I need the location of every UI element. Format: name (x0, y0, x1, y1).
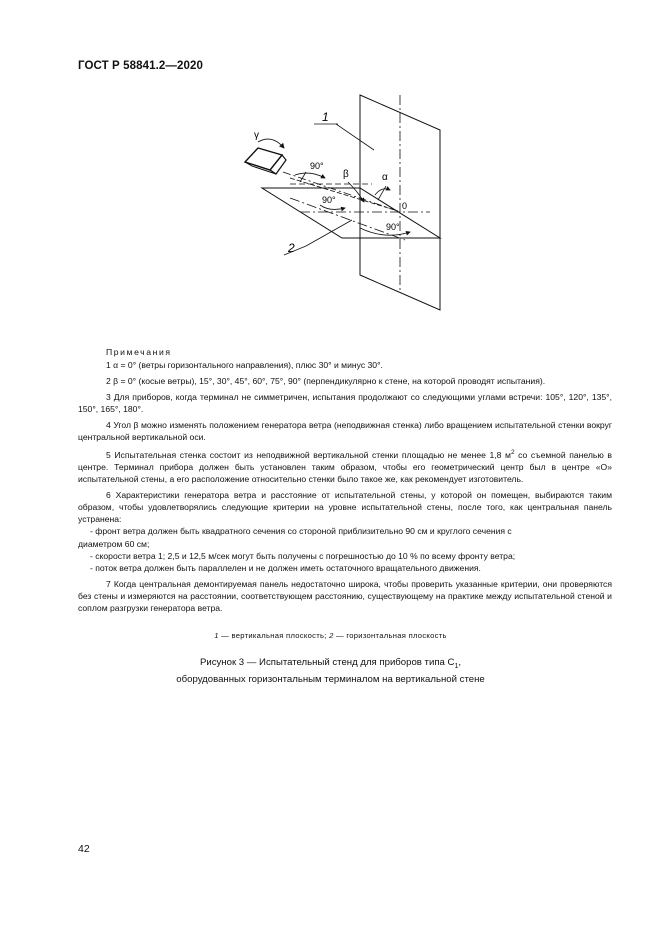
note-5 (78, 447, 612, 485)
note-2: 2 β = 0° (косые ветры), 15°, 30°, 45°, 60°, 75°, 90° (перпендикулярно к стене, на которой проводят испытания). (106, 376, 546, 386)
legend-number-2: 2 (329, 631, 334, 640)
note-3: 3 Для приборов, когда терминал не симметричен, испытания продолжают со следующими углами встречи: 105°, 120°, 135°, 150°, 165°, 180°. (78, 391, 612, 414)
figure-caption (0, 656, 661, 686)
label-plane-2: 2 (288, 241, 295, 255)
test-stand-figure (0, 80, 661, 350)
label-origin: 0 (402, 201, 408, 211)
label-angle-bottom: 90° (386, 222, 400, 232)
figure-legend (0, 631, 661, 640)
note-1: 1 α = 0° (ветры горизонтального направления), плюс 30° и минус 30°. (106, 360, 383, 371)
notes-block (78, 346, 612, 618)
label-plane-1: 1 (322, 110, 329, 124)
caption-line-1 (0, 656, 661, 673)
legend-text-1: — вертикальная плоскость; (218, 631, 330, 640)
note-6-dash-2: - скорости ветра 1; 2,5 и 12,5 м/сек могут быть получены с погрешностью до 10 % по всему фронту ветра; (90, 550, 516, 561)
angle-arc-bottom (360, 228, 410, 235)
document-header: ГОСТ Р 58841.2—2020 (78, 60, 203, 72)
wind-generator (245, 148, 286, 174)
caption-line-1-b: , (458, 657, 462, 668)
diagonal-axis (290, 198, 408, 240)
legend-number-1: 1 (214, 631, 219, 640)
label-angle-top: 90° (310, 161, 324, 171)
note-4: 4 Угол β можно изменять положением генератора ветра (неподвижная стенка) либо вращением испытательной стенки вокруг центральной вертикальной оси. (78, 419, 612, 442)
caption-sub: 1 (454, 662, 459, 670)
gamma-arc (258, 139, 284, 148)
caption-line-1-a: Рисунок 3 — Испытательный стенд для приборов типа C (199, 657, 455, 668)
note-6-dash-1: - фронт ветра должен быть квадратного сечения со стороной приблизительно 90 см и круглого сечения с (90, 526, 512, 537)
notes-title: Примечания (106, 347, 172, 357)
note-5-text-b: со съемной панелью в центре. Терминал прибора должен быть установлен таким образом, чтобы его геометрический центр был в центре «О» испытательной стены, а его расположение относительно стенки было такое же, как рекомендует изготовитель. (78, 449, 612, 485)
label-gamma: γ (254, 130, 259, 141)
legend-text-2: — горизонтальная плоскость (333, 631, 447, 640)
horizontal-plane (262, 188, 440, 238)
label-2-leader (306, 220, 352, 246)
alpha-tick (378, 186, 386, 200)
label-beta: β (343, 169, 349, 180)
angle-arc-mid (320, 205, 345, 209)
note-5-sup: 2 (510, 448, 515, 456)
note-6-dash-1-cont: диаметром 60 см; (78, 538, 150, 549)
page-number: 42 (78, 843, 90, 855)
note-6: 6 Характеристики генератора ветра и расстояние от испытательной стены, у которой он помещен, выбираются таким образом, чтобы удовлетворялись следующие критерии на уровне испытательной стены, после того, как центральная панель устранена: (78, 489, 612, 525)
note-6-dash-3: - поток ветра должен быть параллелен и не должен иметь остаточного вращательного движения. (90, 563, 481, 574)
note-7: 7 Когда центральная демонтируемая панель недостаточно широка, чтобы проверить указанные критерии, они проверяются без стены и измеряются на расстоянии, соответствующем расстоянию, существующему на практике между испытательной стеной и соплом разгрузки генератора ветра. (78, 578, 612, 614)
note-5-text-a: 5 Испытательная стенка состоит из неподвижной вертикальной стенки площадью не менее 1,8 м (106, 449, 511, 460)
wind-line-1 (283, 172, 398, 211)
label-1-leader (336, 124, 374, 150)
caption-line-2: оборудованных горизонтальным терминалом на вертикальной стене (176, 673, 485, 685)
label-angle-mid: 90° (322, 195, 336, 205)
label-alpha: α (382, 172, 388, 183)
